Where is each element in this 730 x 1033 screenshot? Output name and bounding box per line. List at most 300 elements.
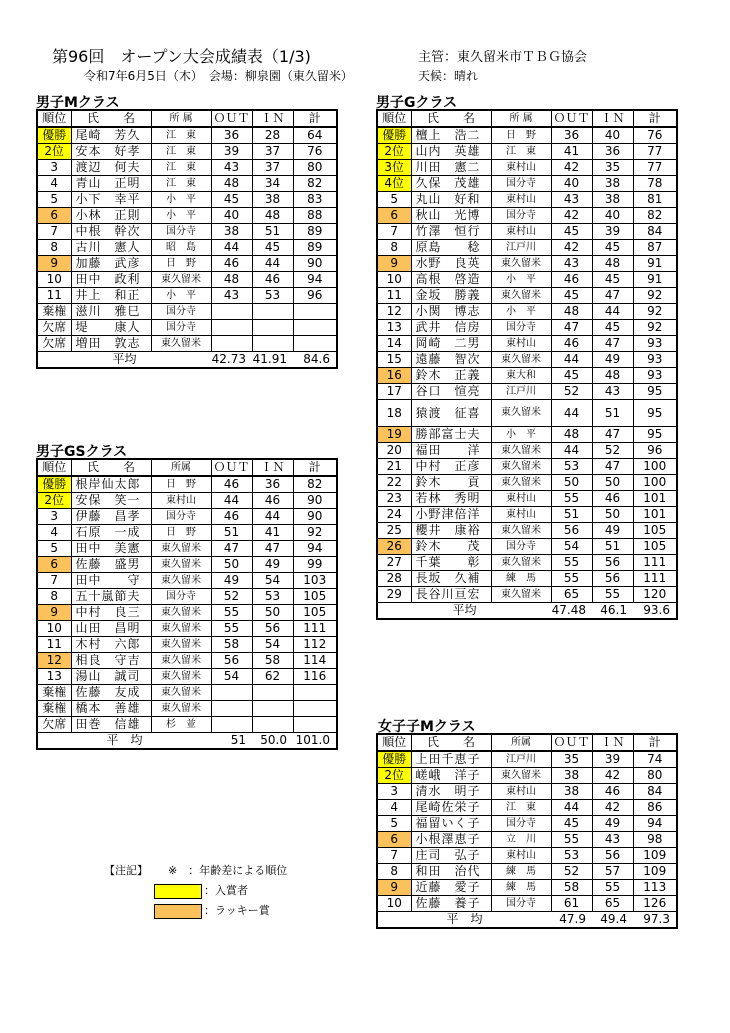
name-cell: 五十嵐節夫 (71, 589, 151, 605)
rank-cell: 8 (37, 240, 71, 256)
total-score-cell: 64 (293, 127, 337, 144)
in-score-cell: 45 (592, 240, 633, 256)
table-header-row (377, 110, 677, 127)
table-row (377, 176, 677, 192)
name-cell: 猿渡 征喜 (411, 400, 491, 427)
out-score-cell: 42 (551, 240, 592, 256)
affiliation-cell: 小 平 (151, 208, 211, 224)
in-score-cell: 56 (592, 571, 633, 587)
in-score-cell: 35 (592, 160, 633, 176)
table-row (377, 224, 677, 240)
average-in-cell: 50.0 (252, 733, 293, 750)
rank-cell: 11 (37, 637, 71, 653)
in-score-cell: 40 (592, 127, 633, 144)
table-header-row (377, 734, 677, 751)
rank-cell: 21 (377, 459, 411, 475)
rank-cell: 12 (377, 304, 411, 320)
results-table-men-gs (36, 458, 338, 750)
column-header: ＯＵＴ (551, 734, 592, 751)
total-score-cell: 91 (633, 256, 677, 272)
section-title-men-gs: 男子GSクラス (36, 444, 128, 460)
average-in-cell: 49.4 (592, 912, 633, 929)
total-score-cell (293, 717, 337, 733)
out-score-cell: 44 (551, 800, 592, 816)
out-score-cell: 47 (551, 320, 592, 336)
affiliation-cell: 国分寺 (151, 509, 211, 525)
rank-cell: 欠席 (37, 336, 71, 352)
in-score-cell: 51 (252, 224, 293, 240)
table-row (377, 352, 677, 368)
total-score-cell: 74 (633, 751, 677, 768)
total-score-cell: 84 (633, 784, 677, 800)
in-score-cell: 48 (592, 368, 633, 384)
table-row (37, 272, 337, 288)
out-score-cell: 44 (211, 493, 252, 509)
table-row (377, 320, 677, 336)
in-score-cell: 50 (592, 507, 633, 523)
rank-cell: 4 (37, 176, 71, 192)
total-score-cell: 111 (633, 571, 677, 587)
average-total-cell: 93.6 (633, 603, 677, 620)
affiliation-cell: 日 野 (151, 476, 211, 493)
affiliation-cell: 昭 島 (151, 240, 211, 256)
name-cell: 橋本 善雄 (71, 701, 151, 717)
affiliation-cell: 東久留米 (491, 555, 551, 571)
column-header: 順位 (37, 110, 71, 127)
name-cell: 小下 幸平 (71, 192, 151, 208)
out-score-cell: 53 (551, 459, 592, 475)
name-cell: 中根 幹次 (71, 224, 151, 240)
affiliation-cell: 東久留米 (151, 573, 211, 589)
total-score-cell: 98 (633, 832, 677, 848)
average-total-cell: 101.0 (293, 733, 337, 750)
in-score-cell (252, 320, 293, 336)
out-score-cell: 51 (551, 507, 592, 523)
in-score-cell: 44 (252, 509, 293, 525)
rank-cell: 優勝 (377, 127, 411, 144)
out-score-cell: 38 (551, 784, 592, 800)
rank-cell: 優勝 (37, 127, 71, 144)
rank-cell: 4位 (377, 176, 411, 192)
sponsor-label: 主管：東久留米市ＴＢＧ協会 (418, 50, 588, 65)
out-score-cell: 43 (211, 160, 252, 176)
in-score-cell: 47 (592, 427, 633, 443)
affiliation-cell: 東大和 (491, 368, 551, 384)
legend-asterisk: ※ ：年齢差による順位 (168, 864, 288, 877)
in-score-cell: 55 (592, 880, 633, 896)
total-score-cell: 92 (293, 525, 337, 541)
rank-cell: 5 (377, 816, 411, 832)
out-score-cell: 51 (211, 525, 252, 541)
rank-cell: 優勝 (377, 751, 411, 768)
out-score-cell: 43 (551, 256, 592, 272)
legend-swatch-lucky (154, 904, 202, 919)
name-cell: 小関 博志 (411, 304, 491, 320)
table-row (377, 304, 677, 320)
section-title-women-m: 女子子Mクラス (378, 719, 476, 735)
out-score-cell: 48 (551, 427, 592, 443)
in-score-cell: 37 (252, 160, 293, 176)
out-score-cell (211, 320, 252, 336)
rank-cell: 優勝 (37, 476, 71, 493)
column-header: 所 属 (491, 110, 551, 127)
table-row (377, 192, 677, 208)
affiliation-cell: 東久留米 (151, 605, 211, 621)
in-score-cell: 28 (252, 127, 293, 144)
in-score-cell: 42 (592, 800, 633, 816)
name-cell: 田中 守 (71, 573, 151, 589)
legend-title: 【注記】 (104, 864, 148, 877)
name-cell: 鈴木 正義 (411, 368, 491, 384)
table-row (377, 864, 677, 880)
table-row (377, 475, 677, 491)
table-row (377, 144, 677, 160)
total-score-cell: 90 (293, 256, 337, 272)
table-row (377, 880, 677, 896)
table-row (37, 144, 337, 160)
out-score-cell: 46 (551, 336, 592, 352)
affiliation-cell: 国分寺 (151, 304, 211, 320)
total-score-cell (293, 320, 337, 336)
name-cell: 渡辺 何夫 (71, 160, 151, 176)
in-score-cell: 65 (592, 896, 633, 912)
in-score-cell: 54 (252, 637, 293, 653)
in-score-cell (252, 336, 293, 352)
out-score-cell: 46 (211, 476, 252, 493)
table-row (377, 896, 677, 912)
average-row (37, 733, 337, 750)
in-score-cell: 57 (592, 864, 633, 880)
rank-cell: 2位 (377, 144, 411, 160)
table-row (37, 240, 337, 256)
average-row (37, 352, 337, 369)
name-cell: 中村 正彦 (411, 459, 491, 475)
table-row (377, 288, 677, 304)
in-score-cell: 47 (592, 288, 633, 304)
rank-cell: 3 (37, 160, 71, 176)
name-cell: 檀上 浩二 (411, 127, 491, 144)
total-score-cell: 126 (633, 896, 677, 912)
average-out-cell: 42.73 (211, 352, 252, 369)
total-score-cell: 89 (293, 224, 337, 240)
total-score-cell: 116 (293, 669, 337, 685)
name-cell: 上田千恵子 (411, 751, 491, 768)
total-score-cell: 103 (293, 573, 337, 589)
total-score-cell: 76 (633, 127, 677, 144)
total-score-cell: 105 (293, 605, 337, 621)
average-label: 平 均 (37, 733, 211, 750)
name-cell: 若林 秀明 (411, 491, 491, 507)
column-header: ＯＵＴ (211, 459, 252, 476)
total-score-cell: 95 (633, 384, 677, 400)
table-row (37, 589, 337, 605)
name-cell: 古川 憲人 (71, 240, 151, 256)
total-score-cell: 86 (633, 800, 677, 816)
table-row (377, 539, 677, 555)
name-cell: 原島 稔 (411, 240, 491, 256)
name-cell: 増田 敦志 (71, 336, 151, 352)
total-score-cell: 77 (633, 160, 677, 176)
rank-cell: 13 (37, 669, 71, 685)
table-row (37, 476, 337, 493)
in-score-cell: 41 (252, 525, 293, 541)
out-score-cell (211, 701, 252, 717)
total-score-cell: 92 (633, 304, 677, 320)
affiliation-cell: 東久留米 (151, 685, 211, 701)
table-row (377, 336, 677, 352)
rank-cell: 20 (377, 443, 411, 459)
rank-cell: 11 (377, 288, 411, 304)
affiliation-cell: 東村山 (491, 784, 551, 800)
average-label: 平均 (377, 603, 551, 620)
total-score-cell: 84 (633, 224, 677, 240)
in-score-cell: 36 (252, 476, 293, 493)
affiliation-cell: 東久留米 (151, 272, 211, 288)
table-row (37, 127, 337, 144)
affiliation-cell: 東久留米 (151, 336, 211, 352)
affiliation-cell: 東久留米 (151, 557, 211, 573)
total-score-cell: 101 (633, 491, 677, 507)
name-cell: 水野 良英 (411, 256, 491, 272)
out-score-cell (211, 336, 252, 352)
rank-cell: 欠席 (37, 717, 71, 733)
column-header: 氏 名 (71, 110, 151, 127)
in-score-cell: 38 (592, 192, 633, 208)
affiliation-cell: 小 平 (491, 272, 551, 288)
in-score-cell: 36 (592, 144, 633, 160)
column-header: 計 (293, 110, 337, 127)
in-score-cell: 37 (252, 144, 293, 160)
table-row (37, 525, 337, 541)
affiliation-cell: 東久留米 (491, 523, 551, 539)
affiliation-cell: 東久留米 (151, 669, 211, 685)
average-in-cell: 46.1 (592, 603, 633, 620)
in-score-cell: 51 (592, 539, 633, 555)
column-header: 所属 (151, 459, 211, 476)
name-cell: 川田 憲二 (411, 160, 491, 176)
name-cell: 勝部富士夫 (411, 427, 491, 443)
affiliation-cell: 東村山 (151, 493, 211, 509)
out-score-cell: 50 (211, 557, 252, 573)
rank-cell: 14 (377, 336, 411, 352)
out-score-cell (211, 685, 252, 701)
in-score-cell: 54 (252, 573, 293, 589)
affiliation-cell: 練 馬 (491, 571, 551, 587)
total-score-cell: 105 (633, 523, 677, 539)
table-row (37, 320, 337, 336)
rank-cell: 10 (377, 272, 411, 288)
affiliation-cell: 江戸川 (491, 384, 551, 400)
total-score-cell: 77 (633, 144, 677, 160)
table-row (37, 669, 337, 685)
rank-cell: 11 (37, 288, 71, 304)
total-score-cell: 82 (633, 208, 677, 224)
total-score-cell: 88 (293, 208, 337, 224)
rank-cell: 9 (377, 880, 411, 896)
table-row (377, 272, 677, 288)
total-score-cell: 95 (633, 400, 677, 427)
total-score-cell: 90 (293, 493, 337, 509)
rank-cell: 27 (377, 555, 411, 571)
in-score-cell: 43 (592, 832, 633, 848)
results-table-men-g (376, 109, 678, 620)
total-score-cell (293, 304, 337, 320)
rank-cell: 棄権 (37, 701, 71, 717)
total-score-cell: 111 (633, 555, 677, 571)
table-row (37, 541, 337, 557)
in-score-cell: 47 (252, 541, 293, 557)
average-in-cell: 41.91 (252, 352, 293, 369)
total-score-cell: 82 (293, 176, 337, 192)
table-row (377, 768, 677, 784)
affiliation-cell: 東久留米 (151, 541, 211, 557)
out-score-cell: 42 (551, 160, 592, 176)
rank-cell: 欠席 (37, 320, 71, 336)
out-score-cell: 43 (551, 192, 592, 208)
affiliation-cell: 東久留米 (491, 768, 551, 784)
out-score-cell: 44 (551, 352, 592, 368)
rank-cell: 4 (377, 800, 411, 816)
rank-cell: 4 (37, 525, 71, 541)
out-score-cell: 58 (551, 880, 592, 896)
average-out-cell: 47.48 (551, 603, 592, 620)
in-score-cell: 58 (252, 653, 293, 669)
total-score-cell: 100 (633, 459, 677, 475)
rank-cell: 5 (37, 541, 71, 557)
table-row (377, 240, 677, 256)
table-row (37, 637, 337, 653)
table-row (377, 256, 677, 272)
in-score-cell (252, 701, 293, 717)
out-score-cell: 48 (211, 272, 252, 288)
table-row (37, 685, 337, 701)
table-row (377, 507, 677, 523)
table-row (37, 176, 337, 192)
table-row (377, 427, 677, 443)
total-score-cell: 91 (633, 272, 677, 288)
average-label: 平均 (37, 352, 211, 369)
out-score-cell: 52 (551, 864, 592, 880)
weather-label: 天候：晴れ (418, 69, 479, 83)
rank-cell: 8 (37, 589, 71, 605)
legend-lucky-label: ：ラッキー賞 (204, 904, 270, 917)
total-score-cell: 78 (633, 176, 677, 192)
in-score-cell: 49 (592, 816, 633, 832)
rank-cell: 13 (377, 320, 411, 336)
name-cell: 田中 美憲 (71, 541, 151, 557)
table-row (37, 621, 337, 637)
rank-cell: 5 (37, 192, 71, 208)
total-score-cell: 105 (633, 539, 677, 555)
rank-cell: 18 (377, 400, 411, 427)
in-score-cell: 46 (592, 784, 633, 800)
legend-winner-label: ：入賞者 (204, 884, 248, 897)
out-score-cell: 48 (551, 304, 592, 320)
table-row (37, 653, 337, 669)
name-cell: 高根 啓造 (411, 272, 491, 288)
total-score-cell: 96 (633, 443, 677, 459)
table-row (377, 160, 677, 176)
table-row (37, 208, 337, 224)
total-score-cell: 105 (293, 589, 337, 605)
total-score-cell: 94 (293, 272, 337, 288)
affiliation-cell: 東久留米 (491, 288, 551, 304)
table-row (37, 573, 337, 589)
affiliation-cell: 杉 並 (151, 717, 211, 733)
in-score-cell: 45 (592, 320, 633, 336)
name-cell: 尾崎 芳久 (71, 127, 151, 144)
name-cell: 福留いく子 (411, 816, 491, 832)
name-cell: 相良 守吉 (71, 653, 151, 669)
affiliation-cell: 江 東 (151, 176, 211, 192)
in-score-cell: 46 (252, 272, 293, 288)
in-score-cell (252, 717, 293, 733)
out-score-cell: 50 (551, 475, 592, 491)
results-table-men-m (36, 109, 338, 369)
rank-cell: 10 (377, 896, 411, 912)
table-row (37, 717, 337, 733)
column-header: ＩＮ (252, 110, 293, 127)
name-cell: 木村 六郎 (71, 637, 151, 653)
table-row (377, 848, 677, 864)
table-row (37, 192, 337, 208)
in-score-cell: 47 (592, 459, 633, 475)
out-score-cell: 54 (211, 669, 252, 685)
average-row (377, 912, 677, 929)
average-total-cell: 84.6 (293, 352, 337, 369)
total-score-cell: 83 (293, 192, 337, 208)
affiliation-cell: 国分寺 (151, 224, 211, 240)
total-score-cell: 94 (633, 816, 677, 832)
total-score-cell: 120 (633, 587, 677, 603)
out-score-cell: 36 (551, 127, 592, 144)
name-cell: 佐藤 盛男 (71, 557, 151, 573)
table-row (37, 336, 337, 352)
total-score-cell: 93 (633, 336, 677, 352)
affiliation-cell: 江戸川 (491, 240, 551, 256)
out-score-cell: 45 (551, 816, 592, 832)
rank-cell: 棄権 (37, 304, 71, 320)
affiliation-cell: 東村山 (491, 848, 551, 864)
rank-cell: 19 (377, 427, 411, 443)
total-score-cell: 80 (293, 160, 337, 176)
section-title-men-m: 男子Mクラス (36, 95, 120, 111)
out-score-cell: 55 (551, 491, 592, 507)
rank-cell: 7 (37, 573, 71, 589)
in-score-cell: 45 (592, 272, 633, 288)
name-cell: 堤 康人 (71, 320, 151, 336)
out-score-cell: 40 (551, 176, 592, 192)
affiliation-cell: 東久留米 (491, 400, 551, 427)
total-score-cell: 114 (293, 653, 337, 669)
out-score-cell: 41 (551, 144, 592, 160)
column-header: ＩＮ (592, 110, 633, 127)
rank-cell: 6 (377, 208, 411, 224)
affiliation-cell: 練 馬 (491, 880, 551, 896)
affiliation-cell: 東村山 (491, 160, 551, 176)
table-row (377, 491, 677, 507)
average-out-cell: 51 (211, 733, 252, 750)
in-score-cell: 49 (592, 352, 633, 368)
table-row (37, 605, 337, 621)
total-score-cell: 112 (293, 637, 337, 653)
name-cell: 近藤 愛子 (411, 880, 491, 896)
name-cell: 湯山 誠司 (71, 669, 151, 685)
name-cell: 遠藤 智次 (411, 352, 491, 368)
in-score-cell: 43 (592, 384, 633, 400)
out-score-cell: 55 (211, 605, 252, 621)
rank-cell: 28 (377, 571, 411, 587)
